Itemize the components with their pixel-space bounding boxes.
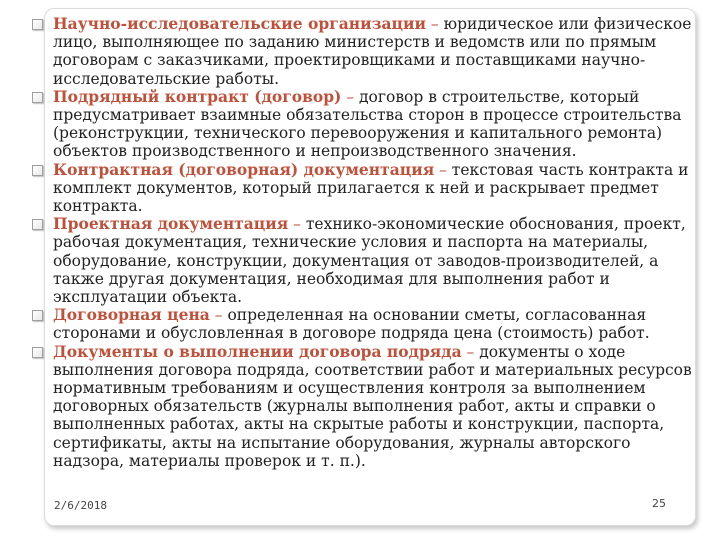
dash: – bbox=[209, 306, 228, 325]
list-item bbox=[32, 215, 694, 306]
term: Подрядный контракт (договор) bbox=[53, 86, 342, 106]
term: Документы о выполнении договора подряда bbox=[53, 341, 462, 361]
definition-text: юридическое или физическое лицо, выполняющее по заданию министерств и ведомств или по прямым договорам с заказчиками, проектировщиками и поставщиками научно-исследовательские работы. bbox=[53, 15, 692, 88]
term: Контрактная (договорная) документация bbox=[53, 159, 435, 179]
list-item bbox=[32, 15, 694, 88]
page-number: 25 bbox=[652, 497, 666, 510]
dash: – bbox=[434, 160, 452, 179]
definition-text: документы о ходе выполнения договора подряда, соответствии работ и материальных ресурсов нормативным требованиям и осуществления контроля за выполнением договорных обязательств (журналы выполнения работ, акты и справки о выполненных работах, акты на скрытые работы и конструкции, паспорта, сертификаты, акты на испытание оборудования, журналы авторского надзора, материалы проверок и т. п.). bbox=[53, 342, 692, 470]
dash: – bbox=[288, 215, 306, 234]
list-item bbox=[32, 343, 694, 470]
checkbox-bullet-icon bbox=[32, 165, 43, 176]
definition-text: технико-экономические обоснования, проект, рабочая документация, технические условия и паспорта на материалы, оборудование, конструкции, документация от заводов-производителей, а также другая документация, необходимая для выполнения работ и эксплуатации объекта. bbox=[53, 215, 686, 307]
list-item bbox=[32, 88, 694, 161]
term: Научно-исследовательские организации bbox=[53, 14, 426, 33]
checkbox-bullet-icon bbox=[32, 219, 43, 230]
list-item bbox=[32, 306, 694, 342]
checkbox-bullet-icon bbox=[32, 310, 43, 321]
checkbox-bullet-icon bbox=[32, 19, 43, 30]
dash: – bbox=[341, 87, 359, 106]
checkbox-bullet-icon bbox=[32, 92, 43, 103]
definition-list bbox=[32, 15, 694, 470]
footer-date: 2/6/2018 bbox=[54, 499, 107, 512]
dash: – bbox=[425, 15, 444, 33]
definition-text: договор в строительстве, который предусматривает взаимные обязательства сторон в процессе строительства (реконструкции, технического перевооружения и капитального ремонта) объектов производственного и непроизводственного значения. bbox=[53, 87, 682, 161]
checkbox-bullet-icon bbox=[32, 347, 43, 358]
dash: – bbox=[461, 342, 480, 361]
term: Проектная документация bbox=[53, 214, 289, 234]
definition-text: определенная на основании сметы, согласованная сторонами и обусловленная в договоре подряда цена (стоимость) работ. bbox=[53, 306, 650, 343]
definition-text: текстовая часть контракта и комплект документов, который прилагается к ней и раскрывает предмет контракта. bbox=[53, 160, 689, 216]
term: Договорная цена bbox=[53, 305, 210, 325]
list-item bbox=[32, 161, 694, 216]
